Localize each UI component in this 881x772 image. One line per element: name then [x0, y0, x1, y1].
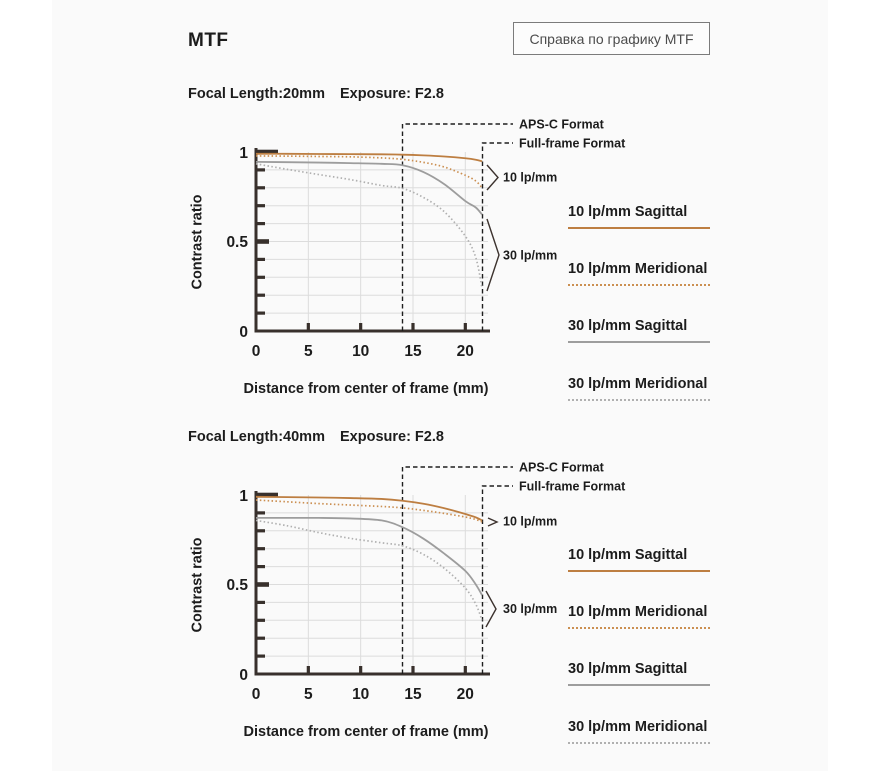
- arrow-10lpmm: [488, 518, 497, 526]
- x-axis-title: Distance from center of frame (mm): [243, 381, 489, 397]
- page-title: MTF: [188, 30, 229, 51]
- legend-label: 30 lp/mm Sagittal: [568, 661, 688, 677]
- exposure-label: Exposure: F2.8: [340, 86, 444, 102]
- legend-label: 10 lp/mm Meridional: [568, 261, 708, 277]
- gridlines: [256, 152, 488, 331]
- legend-line-dotted-gray: [568, 742, 710, 744]
- x-axis-title: Distance from center of frame (mm): [243, 724, 489, 740]
- legend-line-solid-orange: [568, 227, 710, 229]
- legend-line-solid-gray: [568, 341, 710, 343]
- legend-label: 30 lp/mm Sagittal: [568, 318, 688, 334]
- y-axis-title: Contrast ratio: [189, 537, 206, 633]
- xtick-label-20: 20: [456, 343, 474, 360]
- curve-10-lp-mm-sagittal: [256, 154, 482, 162]
- fullframe-format-label: Full-frame Format: [519, 136, 626, 151]
- legend-item-10-sagittal: [568, 547, 710, 572]
- legend-item-10-meridional: [568, 604, 710, 629]
- legend-label: 30 lp/mm Meridional: [568, 376, 708, 392]
- legend-label: 10 lp/mm Meridional: [568, 604, 708, 620]
- axis-ticks: [256, 493, 467, 674]
- ytick-label-0: 0: [239, 324, 248, 341]
- curve-10-lp-mm-sagittal: [256, 497, 482, 521]
- mtf-help-button[interactable]: Справка по графику MTF: [513, 22, 710, 55]
- legend-label: 30 lp/mm Meridional: [568, 719, 708, 735]
- xtick-label-15: 15: [404, 343, 422, 360]
- brace-30lpmm: [486, 591, 496, 627]
- xtick-label-0: 0: [251, 343, 261, 360]
- xtick-label-5: 5: [303, 686, 313, 703]
- xtick-label-10: 10: [352, 343, 370, 360]
- brace-30lpmm: [487, 219, 499, 291]
- xtick-label-20: 20: [456, 686, 474, 703]
- legend-line-solid-gray: [568, 684, 710, 686]
- label-10lpmm: 10 lp/mm: [503, 170, 558, 185]
- legend-item-30-sagittal: [568, 318, 710, 343]
- focal-length-label: Focal Length:40mm: [188, 429, 325, 445]
- xtick-label-10: 10: [352, 686, 370, 703]
- label-30lpmm: 30 lp/mm: [503, 248, 558, 263]
- xtick-label-15: 15: [404, 686, 422, 703]
- chart-section-20mm: [0, 86, 881, 429]
- legend-line-dotted-gray: [568, 399, 710, 401]
- ytick-label-1: 1: [239, 145, 248, 162]
- legend-line-solid-orange: [568, 570, 710, 572]
- curve-30-lp-mm-sagittal: [256, 518, 482, 595]
- curve-30-lp-mm-meridional: [256, 520, 482, 620]
- apsc-format-label: APS-C Format: [519, 117, 604, 132]
- ytick-label-1: 1: [239, 488, 248, 505]
- mtf-chart-20mm: [186, 110, 626, 410]
- xtick-label-0: 0: [251, 686, 261, 703]
- legend-item-30-sagittal: [568, 661, 710, 686]
- legend-line-dotted-orange: [568, 627, 710, 629]
- legend-label: 10 lp/mm Sagittal: [568, 204, 688, 220]
- apsc-dashed-line: [403, 467, 514, 674]
- brace-10lpmm: [487, 165, 498, 190]
- xtick-label-5: 5: [303, 343, 313, 360]
- curve-30-lp-mm-meridional: [256, 164, 482, 288]
- legend-item-30-meridional: [568, 719, 710, 744]
- apsc-format-label: APS-C Format: [519, 460, 604, 475]
- axis-ticks: [256, 150, 467, 331]
- legend-line-dotted-orange: [568, 284, 710, 286]
- legend-label: 10 lp/mm Sagittal: [568, 547, 688, 563]
- fullframe-format-label: Full-frame Format: [519, 479, 626, 494]
- mtf-chart-40mm: [186, 453, 626, 753]
- exposure-label: Exposure: F2.8: [340, 429, 444, 445]
- ytick-label-05: 0.5: [226, 577, 248, 594]
- label-30lpmm: 30 lp/mm: [503, 602, 558, 616]
- chart-section-40mm: [0, 429, 881, 772]
- legend-item-10-sagittal: [568, 204, 710, 229]
- ytick-label-0: 0: [239, 667, 248, 684]
- legend-item-30-meridional: [568, 376, 710, 401]
- legend-item-10-meridional: [568, 261, 710, 286]
- focal-length-label: Focal Length:20mm: [188, 86, 325, 102]
- label-10lpmm: 10 lp/mm: [503, 514, 558, 529]
- ytick-label-05: 0.5: [226, 234, 248, 251]
- y-axis-title: Contrast ratio: [189, 194, 206, 290]
- gridlines: [256, 495, 488, 674]
